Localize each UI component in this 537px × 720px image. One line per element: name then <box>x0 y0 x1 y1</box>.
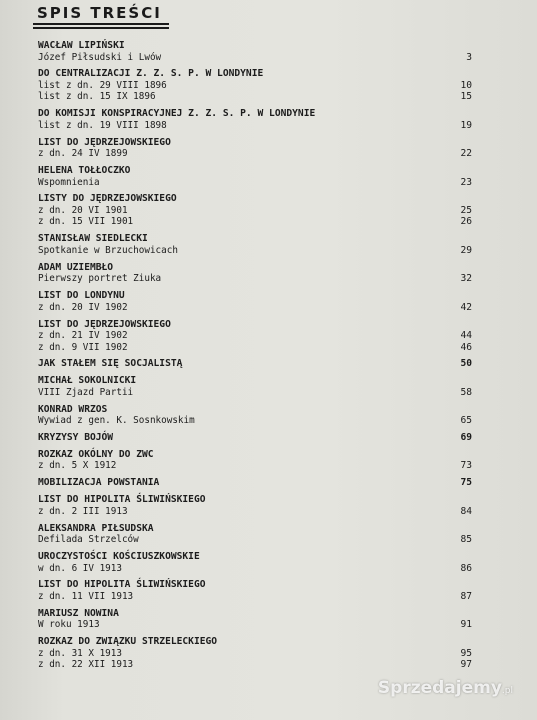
page-number: 19 <box>460 119 472 131</box>
toc-entry-line <box>38 648 472 660</box>
toc-entry-line <box>38 659 472 671</box>
page-number: 69 <box>460 432 472 444</box>
toc-entry-heading <box>38 608 472 620</box>
toc-entry <box>38 358 472 370</box>
toc-entry <box>38 636 472 671</box>
toc-heading-text: ADAM UZIEMBŁO <box>38 261 114 273</box>
toc-heading-text: DO CENTRALIZACJI Z. Z. S. P. W LONDYNIE <box>38 68 264 80</box>
toc-entry-line <box>38 619 472 631</box>
page-number: 26 <box>460 216 472 228</box>
toc-line-text: z dn. 5 X 1912 <box>38 460 117 472</box>
toc-line-text: z dn. 31 X 1913 <box>38 647 122 659</box>
toc-line-text: VIII Zjazd Partii <box>38 386 134 398</box>
page-number: 58 <box>460 386 472 398</box>
toc-entry-line <box>38 148 472 160</box>
page-number: 91 <box>460 619 472 631</box>
page-number: 84 <box>460 505 472 517</box>
toc-heading-text: LISTY DO JĘDRZEJOWSKIEGO <box>38 193 177 205</box>
toc-entry <box>38 137 472 160</box>
toc-heading-text: LIST DO JĘDRZEJOWSKIEGO <box>38 136 171 148</box>
toc-entry <box>38 523 472 546</box>
toc-entry <box>38 449 472 472</box>
toc-entry <box>38 68 472 103</box>
toc-entry-line <box>38 563 472 575</box>
toc-line-text: z dn. 2 III 1913 <box>38 505 128 517</box>
page-number: 73 <box>460 460 472 472</box>
toc-line-text: list z dn. 29 VIII 1896 <box>38 79 167 91</box>
toc-entry-heading <box>38 165 472 177</box>
toc-entry-heading <box>38 290 472 302</box>
toc-entry-line <box>38 273 472 285</box>
toc-entry-heading <box>38 319 472 331</box>
toc-entry-heading <box>38 477 472 489</box>
toc-entry-heading <box>38 579 472 591</box>
title-underline-second <box>33 27 169 29</box>
page-number: 85 <box>460 534 472 546</box>
toc-heading-text: DO KOMISJI KONSPIRACYJNEJ Z. Z. S. P. W LONDYNIE <box>38 108 316 120</box>
toc-heading-text: ROZKAZ DO ZWIĄZKU STRZELECKIEGO <box>38 636 218 648</box>
page-number: 10 <box>460 79 472 91</box>
toc-entry-line <box>38 460 472 472</box>
page-number: 44 <box>460 330 472 342</box>
toc-entry-heading <box>38 137 472 149</box>
page-number: 86 <box>460 562 472 574</box>
toc-entry <box>38 193 472 228</box>
toc-entry-line <box>38 302 472 314</box>
toc-line-text: z dn. 9 VII 1902 <box>38 341 128 353</box>
toc-entry-line <box>38 52 472 64</box>
toc-entry <box>38 579 472 602</box>
toc-entry <box>38 494 472 517</box>
toc-line-text: z dn. 22 XII 1913 <box>38 659 134 671</box>
toc-entry <box>38 477 472 489</box>
toc-line-text: list z dn. 19 VIII 1898 <box>38 119 167 131</box>
toc-entry-heading <box>38 375 472 387</box>
toc-entry-line <box>38 591 472 603</box>
toc-heading-text: MARIUSZ NOWINA <box>38 607 119 619</box>
toc-entry-heading <box>38 108 472 120</box>
toc-entry-line <box>38 120 472 132</box>
toc-line-text: Defilada Strzelców <box>38 534 139 546</box>
page-number: 42 <box>460 301 472 313</box>
watermark-suffix: .pl <box>501 686 513 696</box>
page-number: 75 <box>460 477 472 489</box>
toc-entry-heading <box>38 636 472 648</box>
page-number: 3 <box>466 51 472 63</box>
toc-heading-text: HELENA TOŁŁOCZKO <box>38 165 131 177</box>
toc-entry <box>38 404 472 427</box>
toc-entry-line <box>38 216 472 228</box>
toc-line-text: list z dn. 15 IX 1896 <box>38 91 156 103</box>
toc-entry-heading <box>38 262 472 274</box>
page-number: 50 <box>460 358 472 370</box>
toc-heading-text: LIST DO LONDYNU <box>38 290 125 302</box>
toc-entry <box>38 608 472 631</box>
toc-entry <box>38 319 472 354</box>
toc-entry-heading <box>38 193 472 205</box>
toc-entry <box>38 262 472 285</box>
toc-heading-text: WACŁAW LIPIŃSKI <box>38 40 125 51</box>
toc-entry-line <box>38 91 472 103</box>
page-number: 87 <box>460 590 472 602</box>
page-number: 46 <box>460 341 472 353</box>
toc-entry-heading <box>38 494 472 506</box>
toc-entry-heading <box>38 551 472 563</box>
toc-entry-line <box>38 177 472 189</box>
site-watermark <box>378 678 513 698</box>
toc-entry-line <box>38 245 472 257</box>
toc-entry <box>38 290 472 313</box>
watermark-brand: Sprzedajemy <box>377 678 502 698</box>
toc-entry-line <box>38 80 472 92</box>
toc-heading-text: UROCZYSTOŚCI KOŚCIUSZKOWSKIE <box>38 551 200 563</box>
toc-entry <box>38 551 472 574</box>
toc-heading-text: MOBILIZACJA POWSTANIA <box>38 477 160 489</box>
toc-heading-text: KONRAD WRZOS <box>38 403 108 415</box>
toc-entry-heading <box>38 523 472 535</box>
toc-entry-heading <box>38 404 472 416</box>
toc-heading-text: LIST DO JĘDRZEJOWSKIEGO <box>38 318 171 330</box>
page-number: 97 <box>460 659 472 671</box>
toc-line-text: Józef Piłsudski i Lwów <box>38 51 162 63</box>
page-title: SPIS TREŚCI <box>37 4 162 22</box>
toc-heading-text: JAK STAŁEM SIĘ SOCJALISTĄ <box>38 358 183 370</box>
toc-entry-heading <box>38 68 472 80</box>
toc-heading-text: MICHAŁ SOKOLNICKI <box>38 375 137 387</box>
toc-line-text: w dn. 6 IV 1913 <box>38 562 122 574</box>
page-number: 29 <box>460 244 472 256</box>
toc-entry-line <box>38 415 472 427</box>
toc-line-text: Wspomnienia <box>38 176 100 188</box>
toc-heading-text: ROZKAZ OKÓLNY DO ZWC <box>38 448 154 460</box>
toc-entry-line <box>38 534 472 546</box>
toc-heading-text: LIST DO HIPOLITA ŚLIWIŃSKIEGO <box>38 494 206 506</box>
toc-entry-line <box>38 506 472 518</box>
toc-entry-heading <box>38 358 472 370</box>
page-number: 23 <box>460 176 472 188</box>
toc-heading-text: KRYZYSY BOJÓW <box>38 432 114 444</box>
toc-heading-text: STANISŁAW SIEDLECKI <box>38 233 148 245</box>
toc-heading-text: ALEKSANDRA PIŁSUDSKA <box>38 522 154 534</box>
toc-entry-heading <box>38 432 472 444</box>
toc-line-text: Pierwszy portret Ziuka <box>38 273 162 285</box>
page-number: 32 <box>460 273 472 285</box>
toc-entry <box>38 165 472 188</box>
page-number: 22 <box>460 148 472 160</box>
toc-entry-heading <box>38 233 472 245</box>
toc-entry <box>38 108 472 131</box>
toc-entry <box>38 233 472 256</box>
toc-line-text: z dn. 11 VII 1913 <box>38 590 134 602</box>
page-number: 25 <box>460 204 472 216</box>
toc-entry <box>38 432 472 444</box>
toc-entry <box>38 375 472 398</box>
toc-entry-heading <box>38 449 472 461</box>
toc-line-text: z dn. 21 IV 1902 <box>38 330 128 342</box>
toc-line-text: z dn. 20 VI 1901 <box>38 204 128 216</box>
toc-line-text: Wywiad z gen. K. Sosnkowskim <box>38 415 195 427</box>
page-number: 15 <box>460 91 472 103</box>
toc-entry <box>38 40 472 63</box>
page-number: 95 <box>460 647 472 659</box>
toc-line-text: Spotkanie w Brzuchowicach <box>38 244 178 256</box>
toc-entry-line <box>38 342 472 354</box>
table-of-contents <box>38 40 472 676</box>
page-number: 65 <box>460 415 472 427</box>
toc-heading-text: LIST DO HIPOLITA ŚLIWIŃSKIEGO <box>38 579 206 591</box>
toc-entry-heading <box>38 40 472 52</box>
toc-line-text: z dn. 20 IV 1902 <box>38 301 128 313</box>
toc-entry-line <box>38 387 472 399</box>
toc-line-text: z dn. 24 IV 1899 <box>38 148 128 160</box>
toc-entry-line <box>38 205 472 217</box>
toc-line-text: z dn. 15 VII 1901 <box>38 216 134 228</box>
title-underline <box>33 23 169 25</box>
toc-line-text: W roku 1913 <box>38 619 100 631</box>
toc-entry-line <box>38 330 472 342</box>
